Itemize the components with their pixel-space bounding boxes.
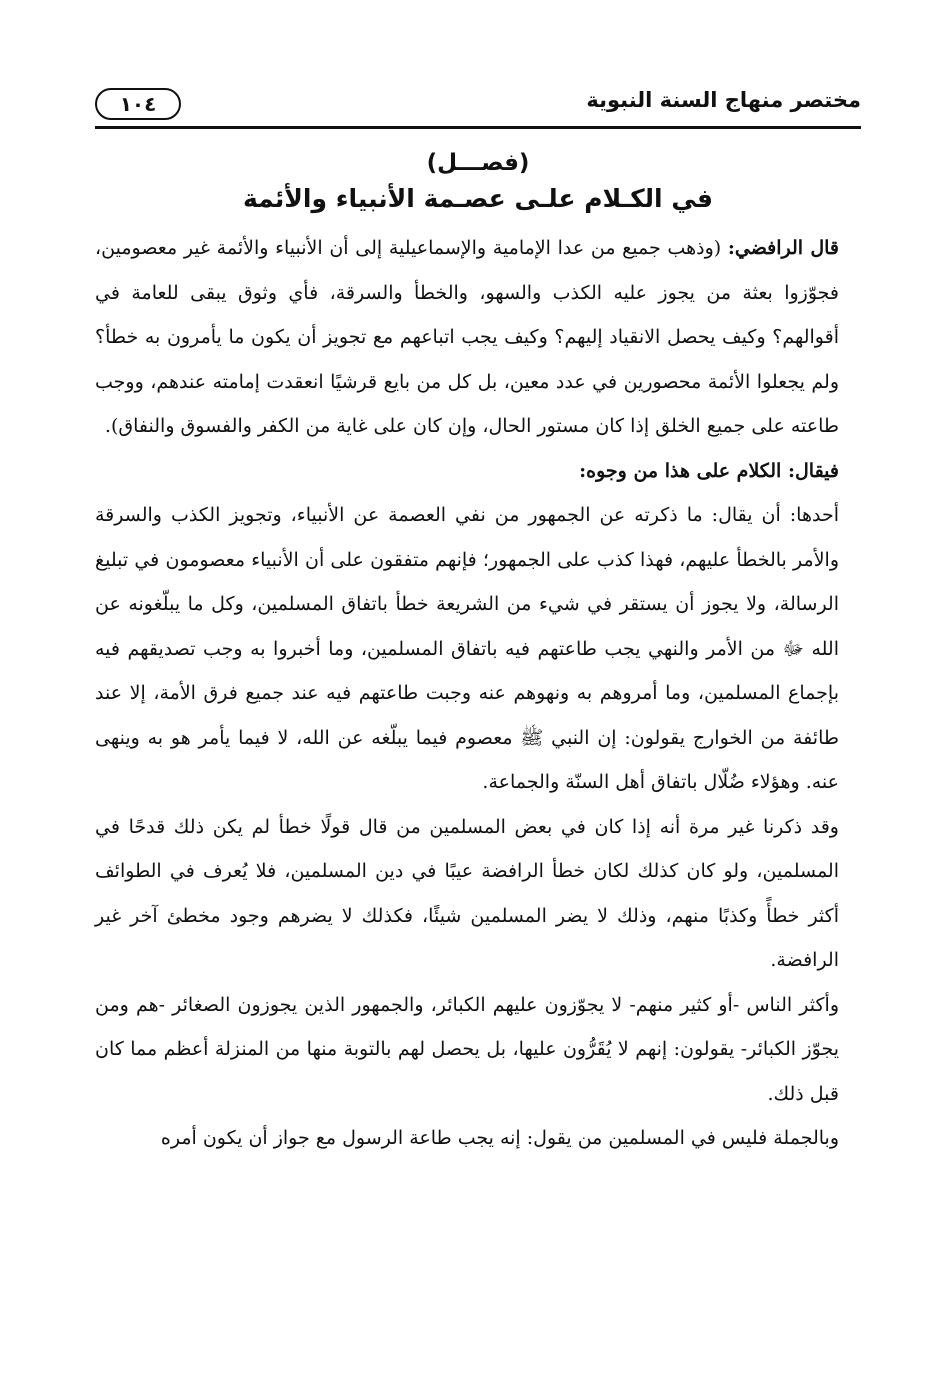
page-header xyxy=(95,86,861,130)
page-number: ١٠٤ xyxy=(95,88,181,120)
paragraph-1 xyxy=(95,226,861,449)
paragraph-1-text: (وذهب جميع من عدا الإمامية والإسماعيلية إلى أن الأنبياء والأئمة غير معصومين، فجوّزوا بعثة من يجوز عليه الكذب والسهو، والخطأ والسرقة، فأي وثوق يبقى للعامة في أقوالهم؟ وكيف يحصل الانقياد إليهم؟ وكيف يجب اتباعهم مع تجويز أن يكون ما يأمرون به خطأ؟ ولم يجعلوا الأئمة محصورين في عدد معين، بل كل من بايع قرشيًا انعقدت إمامته عندهم، ووجب طاعته على جميع الخلق إذا كان مستور الحال، وإن كان على غاية من الكفر والفسوق والنفاق). xyxy=(95,237,839,437)
paragraph-2: فيقال: الكلام على هذا من وجوه: xyxy=(579,459,839,482)
header-rule xyxy=(95,126,861,129)
paragraph-3: أحدها: أن يقال: ما ذكرته عن الجمهور من نفي العصمة عن الأنبياء، وتجويز الكذب والسرقة والأمر بالخطأ عليهم، فهذا كذب على الجمهور؛ فإنهم متفقون على أن الأنبياء معصومون في تبليغ الرسالة، ولا يجوز أن يستقر في شيء من الشريعة خطأ باتفاق المسلمين، وكل ما يبلّغونه عن الله ﷻ من الأمر والنهي يجب طاعتهم فيه باتفاق المسلمين، وما أخبروا به وجب تصديقهم فيه بإجماع المسلمين، وما أمروهم به ونهوهم عنه وجبت طاعتهم فيه عند جميع فرق الأمة، إلا عند طائفة من الخوارج يقولون: إن النبي ﷺ معصوم فيما يبلّغه عن الله، لا فيما يأمر هو به وينهى عنه. وهؤلاء ضُلّال باتفاق أهل السنّة والجماعة. xyxy=(95,504,839,793)
speaker-label: قال الرافضي: xyxy=(727,237,840,259)
body-text xyxy=(95,226,861,1161)
paragraph-4: وقد ذكرنا غير مرة أنه إذا كان في بعض المسلمين من قال قولًا خطأ لم يكن ذلك قدحًا في المسلمين، ولو كان كذلك لكان خطأ الرافضة عيبًا في دين المسلمين، فلا يُعرف في الطوائف أكثر خطأً وكذبًا منهم، وذلك لا يضر المسلمين شيئًا، فكذلك لا يضرهم وجود مخطئ آخر غير الرافضة. xyxy=(95,815,839,971)
section-title: في الكـلام علـى عصـمة الأنبياء والأئمة xyxy=(242,184,713,213)
running-title: مختصر منهاج السنة النبوية xyxy=(586,88,861,112)
paragraph-5: وأكثر الناس -أو كثير منهم- لا يجوّزون عليهم الكبائر، والجمهور الذين يجوزون الصغائر -هم ومن يجوّز الكبائر- يقولون: إنهم لا يُقَرُّون عليها، بل يحصل لهم بالتوبة منها من المنزلة أعظم مما كان قبل ذلك. xyxy=(95,993,839,1105)
paragraph-6: وبالجملة فليس في المسلمين من يقول: إنه يجب طاعة الرسول مع جواز أن يكون أمره xyxy=(160,1127,839,1149)
section-label: (فصـــل) xyxy=(426,150,530,176)
